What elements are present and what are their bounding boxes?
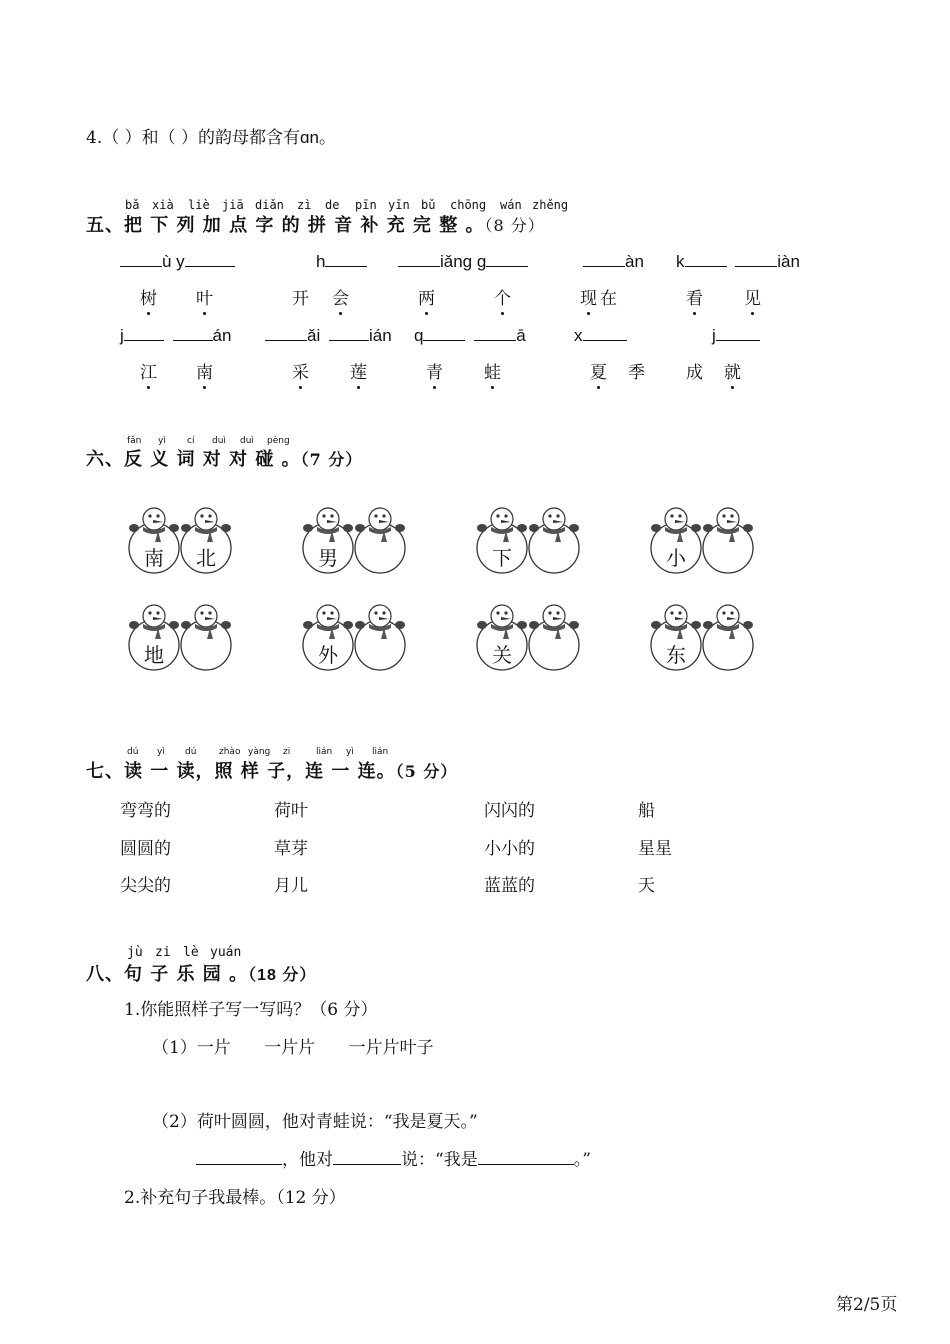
- fill-text: ，他对: [282, 1150, 333, 1170]
- pinyin: lè: [183, 945, 199, 960]
- pinyin: wán: [500, 198, 522, 212]
- blank[interactable]: [185, 250, 235, 267]
- antonym-pair: [650, 597, 760, 677]
- blank[interactable]: [265, 324, 307, 341]
- blank[interactable]: [583, 324, 627, 341]
- pinyin: jiā: [222, 198, 244, 212]
- fill-text: 。”: [573, 1150, 591, 1170]
- char: 看: [686, 284, 703, 309]
- char: 个: [494, 284, 511, 309]
- antonym-pair: [476, 500, 586, 580]
- char: 两: [418, 284, 435, 309]
- sec5-row1-d: [583, 250, 644, 272]
- match-item[interactable]: 弯弯的: [120, 801, 171, 821]
- question-4-end: 。: [318, 128, 336, 148]
- pinyin-fragment: ù y: [162, 252, 185, 271]
- example-text: （1）一片: [152, 1038, 231, 1058]
- char: 青: [426, 358, 443, 383]
- char: 会: [332, 284, 349, 309]
- antonym-left: 东: [666, 643, 686, 667]
- pinyin-fragment: j: [712, 326, 716, 345]
- antonym-pair: [650, 500, 760, 580]
- pinyin: xià: [152, 198, 174, 212]
- char: 江: [140, 358, 157, 383]
- char: 蛙: [484, 358, 501, 383]
- pinyin: duì: [240, 436, 254, 446]
- sec5-row1-c: [398, 250, 528, 272]
- pinyin: yì: [346, 747, 354, 757]
- pinyin-fragment: iǎng g: [440, 252, 487, 271]
- antonym-right[interactable]: 北: [196, 546, 216, 570]
- sec5-title: [86, 211, 545, 237]
- char: 在: [600, 289, 617, 309]
- pinyin-fragment: x: [574, 326, 583, 345]
- match-item[interactable]: 闪闪的: [484, 801, 535, 821]
- match-item[interactable]: 尖尖的: [120, 876, 171, 896]
- sec5-score: （8 分）: [484, 216, 545, 235]
- blank[interactable]: [120, 250, 162, 267]
- question-4-text: 4.（ ）和（ ）的韵母都含有: [86, 128, 301, 148]
- page-number: 第2/5页: [836, 1295, 898, 1315]
- pinyin: de: [325, 198, 340, 212]
- antonym-left: 小: [666, 546, 686, 570]
- pinyin-fragment: h: [316, 252, 326, 271]
- char: 见: [744, 284, 761, 309]
- match-item[interactable]: 星星: [638, 839, 672, 859]
- antonym-pair: [128, 500, 238, 580]
- pinyin: bǎ: [125, 198, 140, 212]
- char: 开: [292, 289, 309, 309]
- char: 树: [140, 284, 157, 309]
- blank[interactable]: [196, 1148, 282, 1165]
- pinyin: zi: [283, 747, 291, 757]
- blank[interactable]: [423, 324, 465, 341]
- pinyin: yīn: [388, 198, 410, 212]
- char: 成: [686, 363, 703, 383]
- pinyin-fragment: àn: [625, 252, 644, 271]
- pinyin-fragment: ián: [368, 326, 392, 345]
- match-item[interactable]: 蓝蓝的: [484, 876, 535, 896]
- pinyin-fragment: j: [120, 326, 124, 345]
- pinyin: fǎn: [127, 436, 142, 446]
- char: 采: [292, 358, 309, 383]
- sec6-title-text: 六、反 义 词 对 对 碰 。: [86, 449, 301, 470]
- blank[interactable]: [685, 250, 727, 267]
- antonym-left: 南: [144, 546, 164, 570]
- antonym-left: 地: [144, 643, 164, 667]
- sec5-row2-b: [265, 324, 392, 346]
- sec8-example1: [152, 1033, 434, 1058]
- fill-text: 说：“我是: [401, 1150, 478, 1170]
- pinyin: zhěng: [532, 198, 569, 212]
- antonym-left: 外: [318, 643, 338, 667]
- antonym-left: 男: [318, 546, 338, 570]
- blank[interactable]: [329, 324, 369, 341]
- pinyin-fragment: ǎi: [307, 326, 321, 345]
- char: 叶: [196, 284, 213, 309]
- pinyin: chōng: [450, 198, 487, 212]
- blank[interactable]: [173, 324, 213, 341]
- sec8-q1: 1.你能照样子写一写吗？（6 分）: [124, 1000, 378, 1020]
- match-item[interactable]: 圆圆的: [120, 839, 171, 859]
- question-4: [86, 123, 336, 148]
- pinyin-fragment: ā: [516, 326, 526, 345]
- match-item[interactable]: 草芽: [274, 839, 308, 859]
- pinyin: yì: [158, 436, 166, 446]
- antonym-pair: [302, 597, 412, 677]
- char: 夏: [590, 358, 607, 383]
- pinyin: pèng: [267, 436, 290, 446]
- blank[interactable]: [716, 324, 760, 341]
- match-item[interactable]: 月儿: [274, 876, 308, 896]
- sec5-row2-e: [712, 324, 760, 346]
- pinyin-fragment: án: [212, 326, 232, 345]
- sec8-score: （18 分）: [248, 967, 317, 984]
- example-text: 一片片: [264, 1038, 316, 1058]
- pinyin: liè: [188, 198, 210, 212]
- char: 现: [580, 284, 597, 309]
- pinyin: yuán: [210, 945, 242, 960]
- sec5-row1-e: [676, 250, 800, 272]
- pinyin: dú: [127, 747, 139, 757]
- sec7-score: （5 分）: [395, 762, 458, 781]
- antonym-left: 下: [492, 546, 512, 570]
- antonym-pair: [128, 597, 238, 677]
- pinyin: zì: [297, 198, 312, 212]
- sec8-fill-line: [196, 1145, 591, 1170]
- pinyin: duì: [212, 436, 226, 446]
- question-4-an: ɑn: [300, 128, 319, 147]
- char: 季: [628, 363, 645, 383]
- antonym-pair: [302, 500, 412, 580]
- char: 就: [724, 358, 741, 383]
- match-item[interactable]: 小小的: [484, 839, 535, 859]
- sec5-title-text: 五、把 下 列 加 点 字 的 拼 音 补 充 完 整 。: [86, 215, 485, 236]
- sec6-title: [86, 445, 362, 471]
- sec5-row2-a: [120, 324, 231, 346]
- char: 南: [196, 358, 213, 383]
- pinyin: yàng: [248, 747, 271, 757]
- match-item[interactable]: 天: [638, 876, 655, 896]
- blank[interactable]: [398, 250, 440, 267]
- sec8-q2: 2.补充句子我最棒。（12 分）: [124, 1188, 346, 1208]
- char: 莲: [350, 358, 367, 383]
- sec7-title-text: 七、读 一 读，照 样 子，连 一 连。: [86, 761, 396, 782]
- sec5-row2-c: [414, 324, 526, 346]
- match-item[interactable]: 船: [638, 801, 655, 821]
- pinyin: lián: [372, 747, 389, 757]
- sec5-row2-d: [574, 324, 627, 346]
- blank[interactable]: [474, 324, 516, 341]
- pinyin: pīn: [355, 198, 377, 212]
- sec5-row1-a: [120, 250, 235, 272]
- match-item[interactable]: 荷叶: [274, 801, 308, 821]
- pinyin: dú: [185, 747, 197, 757]
- pinyin-fragment: k: [676, 252, 685, 271]
- sec6-score: （7 分）: [300, 450, 363, 469]
- pinyin-fragment: iàn: [777, 252, 800, 271]
- sec7-title: [86, 757, 457, 783]
- sec8-title-text: 八、句 子 乐 园 。: [86, 964, 249, 985]
- pinyin: diǎn: [255, 198, 284, 212]
- sec8-title: [86, 960, 316, 986]
- pinyin: cí: [187, 436, 195, 446]
- antonym-pair: [476, 597, 586, 677]
- sec8-example2: （2）荷叶圆圆，他对青蛙说：“我是夏天。”: [152, 1112, 478, 1132]
- example-text: 一片片叶子: [348, 1038, 434, 1058]
- blank[interactable]: [478, 1148, 574, 1165]
- pinyin-fragment: q: [414, 326, 424, 345]
- blank[interactable]: [333, 1148, 401, 1165]
- pinyin: zhào: [219, 747, 241, 757]
- antonym-left: 关: [492, 643, 512, 667]
- pinyin: lián: [316, 747, 333, 757]
- blank[interactable]: [325, 250, 367, 267]
- blank[interactable]: [124, 324, 164, 341]
- pinyin: bǔ: [421, 198, 436, 212]
- sec5-row1-b: [316, 250, 367, 272]
- blank[interactable]: [583, 250, 625, 267]
- blank[interactable]: [486, 250, 528, 267]
- pinyin: zi: [155, 945, 171, 960]
- pinyin: yì: [157, 747, 165, 757]
- pinyin: jù: [127, 945, 143, 960]
- blank[interactable]: [735, 250, 777, 267]
